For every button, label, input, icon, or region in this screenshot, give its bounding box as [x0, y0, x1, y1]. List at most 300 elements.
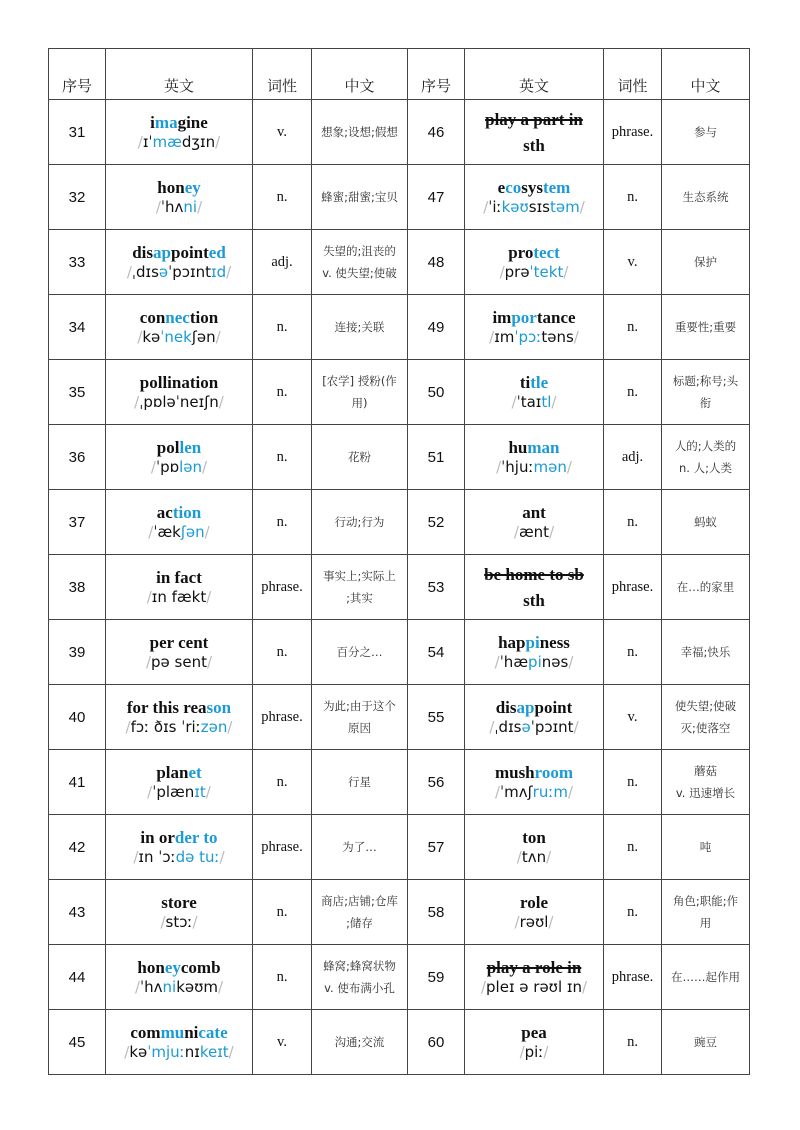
meaning-line: 在……起作用	[671, 970, 740, 984]
syllable: dis	[495, 697, 517, 717]
table-row	[49, 750, 750, 815]
syllable: pleɪ ə rəʊl ɪn	[486, 977, 582, 996]
meaning-line: 蜂蜜;甜蜜;宝贝	[321, 190, 398, 204]
phonetic-slash: /	[513, 522, 519, 541]
table-row	[49, 490, 750, 555]
syllable: ton	[522, 827, 546, 847]
english-cell	[106, 1010, 253, 1075]
part-of-speech: n.	[253, 360, 312, 425]
syllable: ti	[519, 372, 531, 392]
phonetic-slash: /	[202, 457, 208, 476]
part-of-speech: n.	[604, 1010, 662, 1075]
syllable: point	[534, 697, 573, 717]
meaning-line: 为了…	[342, 840, 377, 854]
meaning-line: 蚂蚁	[694, 515, 717, 529]
english-word-continued: sth	[523, 590, 545, 610]
syllable: təns	[541, 327, 574, 346]
entry-number: 32	[49, 165, 106, 230]
part-of-speech: adj.	[253, 230, 312, 295]
entry-number: 34	[49, 295, 106, 360]
highlight-syllable: man	[527, 437, 560, 457]
phonetic-slash: /	[160, 912, 166, 931]
chinese-meaning	[312, 425, 408, 490]
phonetic-slash: /	[543, 1042, 549, 1061]
phonetic-slash: /	[218, 392, 224, 411]
english-cell	[465, 750, 604, 815]
phonetic-slash: /	[511, 392, 517, 411]
table-row	[49, 230, 750, 295]
phonetic-slash: /	[125, 717, 131, 736]
syllable: ˈiː	[488, 197, 502, 216]
meaning-line: 花粉	[348, 450, 371, 464]
phonetic-slash: /	[514, 912, 520, 931]
syllable: kə	[129, 1042, 148, 1061]
english-cell	[106, 750, 253, 815]
syllable: for this rea	[126, 697, 207, 717]
english-word	[465, 698, 603, 717]
highlight-syllable: ni	[162, 977, 177, 996]
meaning-line: 豌豆	[694, 1035, 717, 1049]
meaning-line: 角色;职能;作	[672, 894, 739, 908]
syllable: ˈhʌ	[160, 197, 184, 216]
english-cell	[465, 685, 604, 750]
entry-number: 48	[408, 230, 465, 295]
english-cell	[106, 165, 253, 230]
highlight-syllable: ˈmjuː	[147, 1042, 185, 1061]
phonetic	[465, 197, 603, 217]
part-of-speech: phrase.	[253, 685, 312, 750]
highlight-syllable: ruːm	[532, 782, 568, 801]
entry-number: 40	[49, 685, 106, 750]
chinese-meaning	[662, 945, 750, 1010]
phonetic	[106, 197, 252, 217]
chinese-meaning	[662, 1010, 750, 1075]
part-of-speech: phrase.	[253, 815, 312, 880]
english-word	[106, 178, 252, 197]
chinese-meaning	[662, 360, 750, 425]
syllable: sys	[521, 177, 543, 197]
highlight-syllable: tl	[541, 392, 552, 411]
syllable: comb	[180, 957, 221, 977]
table-row	[49, 295, 750, 360]
english-cell	[106, 880, 253, 945]
part-of-speech: n.	[253, 620, 312, 685]
meaning-line: 沟通;交流	[334, 1035, 385, 1049]
syllable: ˌdɪs	[494, 717, 522, 736]
table-row	[49, 165, 750, 230]
english-cell	[106, 295, 253, 360]
phonetic	[106, 652, 252, 672]
entry-number: 37	[49, 490, 106, 555]
syllable: ɪn fækt	[151, 587, 207, 606]
phonetic-slash: /	[215, 132, 221, 151]
highlight-syllable: zən	[200, 717, 228, 736]
meaning-line-2: 用)	[351, 396, 368, 410]
meaning-line: 连接;关联	[334, 320, 385, 334]
header-row	[49, 49, 750, 100]
meaning-line: [农学] 授粉(作	[322, 374, 397, 388]
part-of-speech: phrase.	[253, 555, 312, 620]
english-word	[106, 438, 252, 457]
table-row	[49, 880, 750, 945]
meaning-line-2: 灭;使落空	[680, 721, 731, 735]
english-word	[465, 1023, 603, 1042]
part-of-speech: v.	[253, 1010, 312, 1075]
phonetic	[106, 977, 252, 997]
syllable: ness	[539, 632, 570, 652]
syllable: ˈtaɪ	[516, 392, 542, 411]
syllable: rəʊl	[519, 912, 549, 931]
meaning-line: 参与	[694, 125, 717, 139]
english-cell	[106, 100, 253, 165]
phonetic-slash: /	[566, 457, 572, 476]
chinese-meaning	[312, 100, 408, 165]
syllable: point	[170, 242, 209, 262]
vocabulary-table	[48, 48, 750, 1075]
table-row	[49, 555, 750, 620]
syllable: in fact	[156, 567, 202, 587]
meaning-line: 幸福;快乐	[680, 645, 731, 659]
highlight-syllable: len	[179, 437, 202, 457]
syllable: ˈhjuː	[501, 457, 534, 476]
syllable: ˌdɪs	[131, 262, 159, 281]
entry-number: 49	[408, 295, 465, 360]
syllable: kəʊm	[176, 977, 218, 996]
english-cell	[465, 490, 604, 555]
syllable: per cent	[149, 632, 209, 652]
part-of-speech: v.	[253, 100, 312, 165]
phonetic	[465, 262, 603, 282]
syllable: ˌpɒləˈneɪʃn	[139, 392, 219, 411]
meaning-line: 失望的;沮丧的	[323, 244, 396, 258]
header-pos: 词性	[604, 49, 662, 100]
entry-number: 54	[408, 620, 465, 685]
phonetic-slash: /	[480, 977, 487, 996]
highlight-syllable: der to	[174, 827, 218, 847]
syllable: e	[497, 177, 506, 197]
phonetic-slash: /	[192, 912, 198, 931]
syllable: stɔː	[165, 912, 193, 931]
entry-number: 55	[408, 685, 465, 750]
syllable: pollination	[139, 372, 219, 392]
part-of-speech: n.	[253, 490, 312, 555]
phonetic	[465, 847, 603, 867]
part-of-speech: n.	[604, 620, 662, 685]
syllable: piː	[524, 1042, 544, 1061]
chinese-meaning	[662, 100, 750, 165]
phonetic-slash: /	[204, 522, 210, 541]
english-cell	[465, 425, 604, 490]
phonetic-slash: /	[573, 327, 579, 346]
phonetic-slash: /	[548, 912, 554, 931]
meaning-line-2: 用	[699, 916, 712, 930]
english-word	[465, 958, 603, 977]
highlight-syllable: ɪt	[194, 782, 206, 801]
meaning-line: 保护	[694, 255, 717, 269]
entry-number: 36	[49, 425, 106, 490]
phonetic	[106, 782, 252, 802]
syllable: store	[161, 892, 197, 912]
chinese-meaning	[312, 685, 408, 750]
phonetic-slash: /	[516, 847, 522, 866]
meaning-line: 生态系统	[682, 190, 729, 204]
syllable: pə sent	[151, 652, 207, 671]
phonetic-slash: /	[148, 522, 154, 541]
phonetic	[465, 392, 603, 412]
syllable: dʒɪn	[181, 132, 216, 151]
header-chinese: 中文	[312, 49, 408, 100]
highlight-syllable: ə	[158, 262, 169, 281]
phonetic	[465, 717, 603, 737]
highlight-syllable: room	[534, 762, 574, 782]
highlight-syllable: cate	[198, 1022, 228, 1042]
syllable: mush	[494, 762, 535, 782]
highlight-syllable: də tuː	[175, 847, 220, 866]
chinese-meaning	[662, 750, 750, 815]
highlight-syllable: ma	[154, 112, 178, 132]
part-of-speech: phrase.	[604, 555, 662, 620]
phonetic	[465, 782, 603, 802]
english-word	[106, 698, 252, 717]
syllable: tʌn	[521, 847, 547, 866]
entry-number: 43	[49, 880, 106, 945]
chinese-meaning	[312, 165, 408, 230]
part-of-speech: n.	[604, 815, 662, 880]
highlight-syllable: tle	[530, 372, 549, 392]
meaning-line: 重要性;重要	[674, 320, 737, 334]
chinese-meaning	[312, 815, 408, 880]
entry-number: 42	[49, 815, 106, 880]
chinese-meaning	[662, 685, 750, 750]
entry-number: 52	[408, 490, 465, 555]
english-cell	[465, 295, 604, 360]
phonetic-slash: /	[551, 392, 557, 411]
chinese-meaning	[662, 165, 750, 230]
highlight-syllable: ˈtekt	[529, 262, 564, 281]
syllable: pol	[156, 437, 180, 457]
phonetic-slash: /	[228, 1042, 234, 1061]
part-of-speech: v.	[604, 685, 662, 750]
phonetic-slash: /	[226, 262, 232, 281]
header-index: 序号	[49, 49, 106, 100]
table-row	[49, 425, 750, 490]
english-cell	[465, 100, 604, 165]
phonetic-slash: /	[581, 977, 588, 996]
syllable: be home to sb	[484, 564, 584, 584]
highlight-syllable: ʃən	[180, 522, 205, 541]
meaning-line: 行动;行为	[334, 515, 385, 529]
phonetic-slash: /	[215, 327, 221, 346]
phonetic	[465, 457, 603, 477]
highlight-syllable: por	[511, 307, 537, 327]
entry-number: 50	[408, 360, 465, 425]
syllable: ˈplæn	[152, 782, 195, 801]
entry-number: 39	[49, 620, 106, 685]
english-word	[465, 308, 603, 327]
entry-number: 33	[49, 230, 106, 295]
english-cell	[106, 490, 253, 555]
syllable: ˈpɔɪnt	[168, 262, 212, 281]
english-cell	[106, 945, 253, 1010]
syllable: ˈhʌ	[140, 977, 163, 996]
english-word	[465, 828, 603, 847]
chinese-meaning	[662, 880, 750, 945]
entry-number: 47	[408, 165, 465, 230]
phonetic-slash: /	[546, 847, 552, 866]
entry-number: 56	[408, 750, 465, 815]
header-chinese: 中文	[662, 49, 750, 100]
highlight-syllable: son	[206, 697, 232, 717]
syllable: ant	[522, 502, 546, 522]
meaning-line: 行星	[348, 775, 371, 789]
syllable: i	[150, 112, 155, 132]
part-of-speech: n.	[253, 425, 312, 490]
syllable: con	[139, 307, 166, 327]
phonetic-slash: /	[155, 197, 161, 216]
highlight-syllable: ˈnek	[160, 327, 192, 346]
phonetic-slash: /	[489, 327, 495, 346]
syllable: ˈmʌʃ	[500, 782, 533, 801]
syllable: prə	[504, 262, 530, 281]
table-row	[49, 620, 750, 685]
meaning-line-2: 原因	[348, 721, 371, 735]
phonetic-slash: /	[126, 262, 132, 281]
entry-number: 59	[408, 945, 465, 1010]
phonetic-slash: /	[568, 652, 574, 671]
syllable: gine	[177, 112, 208, 132]
english-word	[106, 113, 252, 132]
chinese-meaning	[312, 1010, 408, 1075]
english-word	[106, 1023, 252, 1042]
chinese-meaning	[662, 230, 750, 295]
syllable: im	[492, 307, 512, 327]
phonetic-slash: /	[145, 652, 152, 671]
english-cell	[106, 620, 253, 685]
meaning-line: 事实上;实际上	[323, 569, 396, 583]
header-english: 英文	[465, 49, 604, 100]
syllable: ˈpɔɪnt	[530, 717, 574, 736]
english-cell	[106, 685, 253, 750]
table-row	[49, 685, 750, 750]
english-word	[465, 893, 603, 912]
meaning-line: 标题;称号;头	[672, 374, 739, 388]
phonetic	[465, 977, 603, 997]
meaning-line-2: ;其实	[346, 591, 373, 605]
english-cell	[465, 555, 604, 620]
syllable: role	[519, 892, 548, 912]
phonetic-slash: /	[563, 262, 569, 281]
english-word	[106, 243, 252, 262]
highlight-syllable: mən	[533, 457, 567, 476]
phonetic-slash: /	[579, 197, 585, 216]
meaning-line-2: v. 迅速增长	[675, 786, 736, 800]
phonetic-slash: /	[568, 782, 574, 801]
phonetic-slash: /	[494, 782, 500, 801]
chinese-meaning	[662, 295, 750, 360]
phonetic-slash: /	[489, 717, 495, 736]
highlight-syllable: keɪt	[199, 1042, 229, 1061]
highlight-syllable: pi	[528, 652, 542, 671]
highlight-syllable: ed	[208, 242, 226, 262]
table-row	[49, 100, 750, 165]
syllable: ˈpɒ	[155, 457, 180, 476]
phonetic	[106, 522, 252, 542]
chinese-meaning	[312, 945, 408, 1010]
part-of-speech: v.	[604, 230, 662, 295]
entry-number: 31	[49, 100, 106, 165]
phonetic	[106, 457, 252, 477]
chinese-meaning	[662, 815, 750, 880]
meaning-line: 百分之…	[336, 645, 383, 659]
part-of-speech: n.	[253, 165, 312, 230]
syllable: sɪs	[528, 197, 551, 216]
meaning-line: 蘑菇	[694, 764, 717, 778]
chinese-meaning	[312, 555, 408, 620]
highlight-syllable: ni	[183, 197, 198, 216]
phonetic	[465, 912, 603, 932]
syllable: ɪˈ	[142, 132, 153, 151]
highlight-syllable: ap	[153, 242, 171, 262]
phonetic	[465, 522, 603, 542]
highlight-syllable: təm	[550, 197, 580, 216]
syllable: ɪm	[494, 327, 515, 346]
table-row	[49, 815, 750, 880]
english-word	[465, 565, 603, 584]
entry-number: 44	[49, 945, 106, 1010]
english-cell	[106, 360, 253, 425]
chinese-meaning	[312, 295, 408, 360]
chinese-meaning	[312, 880, 408, 945]
syllable: tion	[189, 307, 219, 327]
header-pos: 词性	[253, 49, 312, 100]
english-cell	[465, 620, 604, 685]
highlight-syllable: kəʊ	[501, 197, 529, 216]
part-of-speech: n.	[604, 360, 662, 425]
chinese-meaning	[312, 230, 408, 295]
syllable: hon	[157, 177, 185, 197]
phonetic	[106, 262, 252, 282]
phonetic-slash: /	[227, 717, 233, 736]
syllable: hap	[498, 632, 526, 652]
phonetic	[106, 587, 252, 607]
entry-number: 41	[49, 750, 106, 815]
entry-number: 45	[49, 1010, 106, 1075]
phonetic-slash: /	[499, 262, 505, 281]
phonetic-slash: /	[137, 132, 143, 151]
phonetic-slash: /	[133, 847, 139, 866]
part-of-speech: phrase.	[604, 945, 662, 1010]
entry-number: 38	[49, 555, 106, 620]
phonetic-slash: /	[206, 587, 212, 606]
syllable: ni	[184, 1022, 199, 1042]
phonetic	[106, 327, 252, 347]
chinese-meaning	[662, 620, 750, 685]
syllable: ac	[156, 502, 173, 522]
phonetic-slash: /	[124, 1042, 130, 1061]
part-of-speech: n.	[253, 295, 312, 360]
entry-number: 51	[408, 425, 465, 490]
english-cell	[465, 880, 604, 945]
part-of-speech: n.	[604, 295, 662, 360]
english-cell	[465, 165, 604, 230]
english-word	[465, 503, 603, 522]
english-cell	[465, 1010, 604, 1075]
phonetic-slash: /	[146, 587, 152, 606]
highlight-syllable: pi	[525, 632, 540, 652]
syllable: dis	[132, 242, 154, 262]
chinese-meaning	[312, 620, 408, 685]
english-cell	[465, 815, 604, 880]
